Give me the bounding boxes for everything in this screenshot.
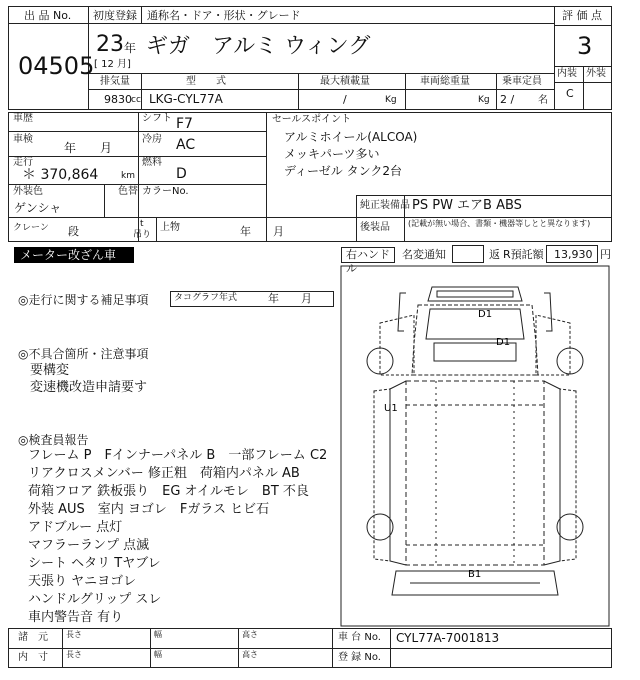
change-notice-box — [452, 245, 484, 263]
crane-ton: t — [140, 219, 144, 229]
divider — [554, 6, 555, 110]
sales-point-line: アルミホイール(ALCOA) — [284, 130, 418, 144]
chassis-number: CYL77A-7001813 — [396, 631, 500, 645]
std-equipment-label: 純正装備品 — [360, 200, 410, 211]
loading-label: 上物 — [160, 222, 180, 233]
height-label: 高さ — [242, 630, 258, 639]
aftermarket-label: 後装品 — [360, 222, 390, 233]
inspector-line: 荷箱フロア 鉄板張り EG オイルモレ BT 不良 — [28, 484, 309, 499]
width-label: 幅 — [154, 630, 162, 639]
defect-line: 変速機改造申請要す — [30, 380, 148, 395]
std-equipment-items: PS PW エアB ABS — [412, 198, 522, 213]
gvw-unit: Kg — [478, 95, 490, 105]
recycle-label: R預託額 — [503, 248, 544, 261]
defects-title: ◎不具合箇所・注意事項 — [18, 347, 149, 361]
first-reg-label: 初度登録 — [93, 9, 137, 22]
kg-unit: Kg — [385, 95, 397, 105]
gvw-label: 車両総重量 — [420, 76, 470, 87]
truck-diagram — [340, 265, 610, 627]
inspector-line: 外装 AUS 室内 ヨゴレ Fガラス ヒビ石 — [28, 502, 270, 517]
color-no-label: 色替 — [118, 186, 138, 197]
inspector-line: フレーム P Fインナーパネル B 一部フレーム C2 — [28, 448, 328, 463]
max-load-label: 最大積載量 — [320, 76, 370, 87]
divider — [405, 73, 406, 110]
shift-label: シフト — [142, 113, 172, 124]
divider — [266, 112, 267, 242]
length-label: 長さ — [66, 630, 82, 639]
chassis-label: 車 台 No. — [338, 632, 381, 643]
divider — [8, 217, 612, 218]
ac-value: AC — [176, 137, 196, 153]
inspector-line: 天張り ヤニヨゴレ — [28, 574, 137, 589]
tachograph-label: タコグラフ年式 — [174, 293, 238, 303]
yen-unit: 円 — [600, 248, 611, 261]
length-label: 長さ — [66, 650, 82, 659]
interior-grade: C — [566, 87, 574, 100]
height-label: 高さ — [242, 650, 258, 659]
divider — [356, 195, 612, 196]
divider — [390, 628, 391, 668]
width-label: 幅 — [154, 650, 162, 659]
inspector-line: マフラーランプ 点滅 — [28, 538, 150, 553]
capacity-value: 2 / — [500, 93, 515, 106]
reg-year: 23 — [96, 32, 124, 57]
divider — [88, 73, 554, 74]
driving-notes-title: ◎走行に関する補足事項 — [18, 293, 149, 307]
ac-label: 冷房 — [142, 134, 162, 145]
sales-points-label: セールスポイント — [272, 114, 352, 125]
meter-tamper-banner: メーター改ざん車 — [14, 247, 134, 263]
sales-point-line: ディーゼル タンク2台 — [284, 164, 403, 178]
model-code: LKG-CYL77A — [149, 92, 223, 106]
mark-d1-top: D1 — [478, 309, 493, 320]
inspector-line: リアクロスメンバー 修正粗 荷箱内パネル AB — [28, 466, 300, 481]
rhd-box: 右ハンドル — [341, 247, 395, 263]
divider — [298, 73, 299, 110]
defect-line: 要構変 — [30, 363, 70, 378]
history-label: 車歴 — [13, 113, 33, 124]
divider — [8, 156, 266, 157]
lot-label: 出 品 No. — [24, 9, 72, 22]
mileage-value: ＊ 370,864 — [22, 167, 99, 183]
inspector-line: ハンドルグリップ スレ — [28, 592, 162, 607]
divider — [88, 89, 554, 90]
naiso-label: 内 寸 — [18, 652, 48, 663]
change-notice-label: 名変通知 — [402, 248, 446, 261]
ext-color-label: 外装色 — [13, 186, 43, 197]
km-unit: km — [121, 171, 135, 181]
crane-stage: 段 — [68, 225, 79, 238]
crane-hang: 吊り — [133, 230, 152, 240]
reg-no-label: 登 録 No. — [338, 652, 381, 663]
divider — [141, 6, 142, 23]
divider — [156, 217, 157, 242]
divider — [554, 25, 612, 26]
cc-unit: cc — [131, 95, 141, 105]
name-label: 通称名・ドア・形状・グレード — [147, 9, 301, 22]
divider — [496, 73, 497, 110]
inspector-line: シート ヘタリ Tヤブレ — [28, 556, 161, 571]
aftermarket-note: (記載が無い場合、書類・機器等しとと異なります) — [408, 219, 591, 228]
divider — [238, 628, 239, 668]
score-label: 評 価 点 — [562, 9, 602, 22]
lot-number: 04505 — [18, 52, 95, 80]
ext-color-value: ゲンシャ — [14, 201, 62, 215]
capacity-label: 乗車定員 — [502, 76, 542, 87]
mark-b1: B1 — [468, 569, 482, 580]
displacement-value: 9830 — [104, 93, 132, 106]
recycle-amount: 13,930 — [554, 248, 593, 261]
divider — [8, 23, 554, 24]
divider — [8, 184, 266, 185]
mark-d1-cab: D1 — [496, 337, 511, 348]
inspector-line: 車内警告音 有り — [28, 610, 124, 625]
capacity-unit: 名 — [538, 95, 548, 106]
exterior-label: 外装 — [586, 68, 606, 79]
sales-point-line: メッキパーツ多い — [284, 147, 380, 161]
divider — [8, 648, 612, 649]
year-unit: 年 — [124, 41, 137, 55]
mileage-label: 走行 — [13, 157, 33, 168]
crane-label: クレーン — [13, 223, 49, 233]
divider — [583, 66, 584, 110]
divider — [104, 184, 105, 217]
divider — [332, 628, 333, 668]
mark-u1: U1 — [384, 403, 398, 414]
car-name: ギガ アルミ ウィング — [146, 34, 371, 59]
reg-month: [ 12 月] — [94, 59, 131, 70]
loading-date: 年 月 — [240, 225, 284, 238]
inspection-value: 年 月 — [64, 141, 113, 155]
interior-label: 内装 — [557, 68, 577, 79]
max-load-value: / — [343, 93, 347, 106]
tax-label: 返 — [489, 248, 500, 261]
divider — [356, 195, 357, 242]
divider — [150, 628, 151, 668]
color-no-value: カラーNo. — [142, 186, 189, 197]
tachograph-date: 年 月 — [268, 292, 312, 305]
score-value: 3 — [577, 32, 593, 60]
divider — [62, 628, 63, 668]
fuel-label: 燃料 — [142, 157, 162, 168]
inspector-title: ◎検査員報告 — [18, 433, 89, 447]
divider — [141, 73, 142, 110]
displacement-label: 排気量 — [100, 76, 130, 87]
model-label: 型 式 — [186, 76, 226, 87]
inspection-label: 車検 — [13, 134, 33, 145]
shift-value: F7 — [176, 116, 193, 132]
fuel-value: D — [176, 166, 187, 182]
shoki-label: 諸 元 — [18, 632, 48, 643]
inspector-line: アドブルー 点灯 — [28, 520, 123, 535]
divider — [8, 131, 266, 132]
